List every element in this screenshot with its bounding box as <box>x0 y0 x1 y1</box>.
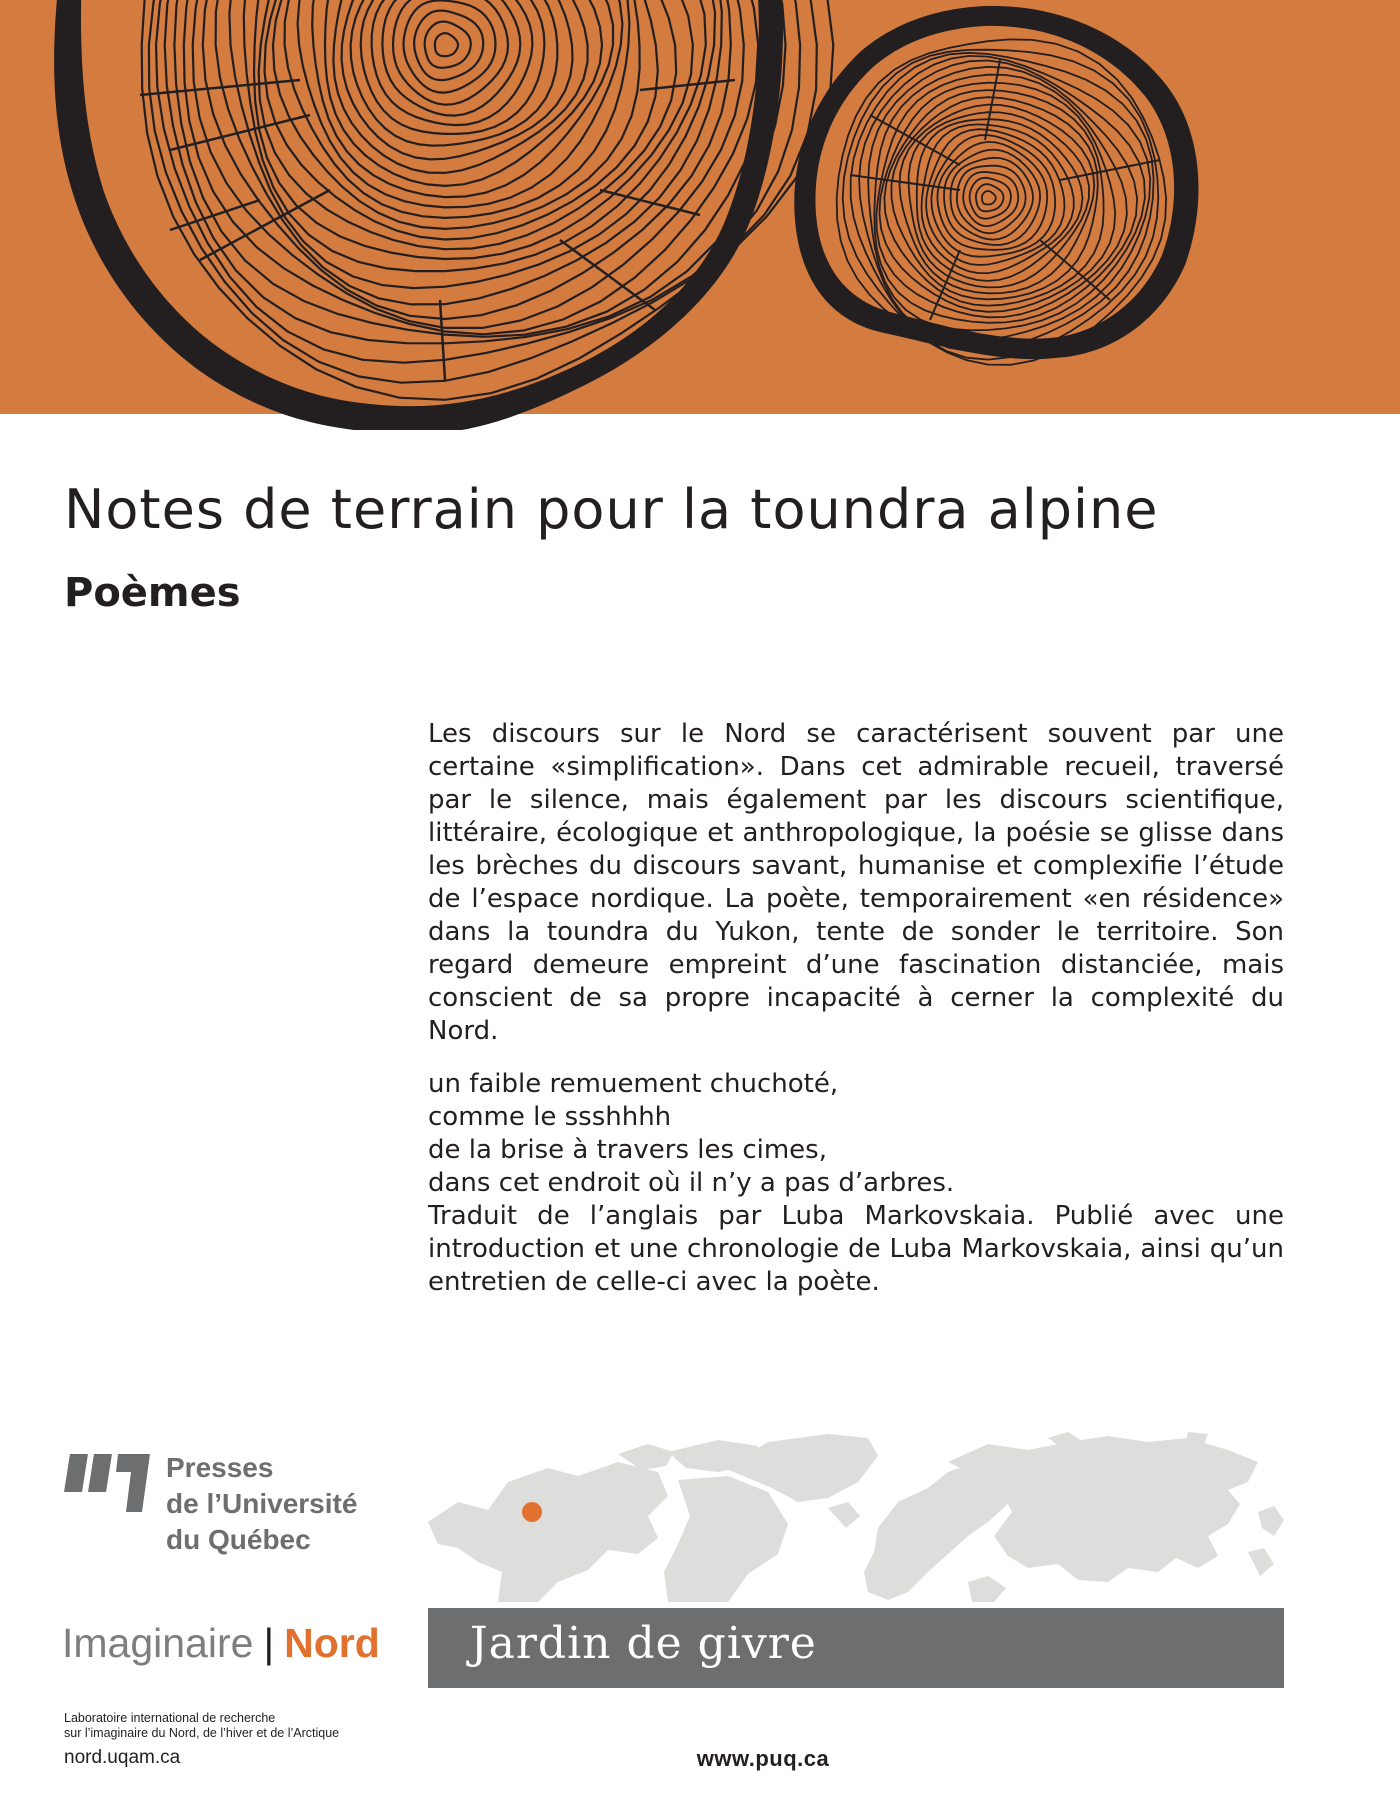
collection-url: nord.uqam.ca <box>64 1747 181 1768</box>
book-title: Notes de terrain pour la toundra alpine <box>64 478 1159 541</box>
publisher-name-line: du Québec <box>166 1524 311 1555</box>
book-subtitle: Poèmes <box>64 570 241 616</box>
lab-description <box>64 1711 339 1741</box>
world-map <box>428 1432 1284 1602</box>
description-paragraph: Les discours sur le Nord se caractérisent souvent par une certaine «simplification». Dans cet admirable recueil, traversé par le silence, mais également par les discours scientifique, littéraire, écologique et anthropologique, la poésie se glisse dans les brèches du discours savant, humanise et complexifie l’étude de l’espace nordique. La poète, temporairement «en résidence» dans la toundra du Yukon, tente de sonder le territoire. Son regard demeure empreint d’une fascination distanciée, mais conscient de sa propre incapacité à cerner la complexité du Nord. <box>428 719 1284 1046</box>
collection-name-nord: Nord <box>284 1620 380 1666</box>
collection-separator: | <box>263 1620 275 1666</box>
collection-name-imaginaire: Imaginaire <box>62 1620 254 1666</box>
collection-logo <box>62 1620 380 1667</box>
back-cover-text <box>428 718 1284 1299</box>
yukon-location-marker <box>522 1502 542 1522</box>
publisher-name-line: de l’Université <box>166 1488 358 1519</box>
lab-line: Laboratoire international de recherche <box>64 1711 276 1725</box>
poem-line: dans cet endroit où il n’y a pas d’arbres. <box>428 1168 955 1198</box>
poem-line: comme le ssshhhh <box>428 1102 672 1132</box>
series-name: Jardin de givre <box>470 1618 817 1669</box>
publisher-name-line: Presses <box>166 1452 274 1483</box>
poem-line: un faible remuement chuchoté, <box>428 1069 839 1099</box>
publisher-url: www.puq.ca <box>696 1746 830 1771</box>
small-tree-ring <box>794 6 1198 365</box>
translation-note: Traduit de l’anglais par Luba Markovskaia. Publié avec une introduction et une chronologie de Luba Markovskaia, ainsi qu’un entretien de celle-ci avec la poète. <box>428 1201 1284 1297</box>
lab-line: sur l’imaginaire du Nord, de l’hiver et de l’Arctique <box>64 1726 340 1740</box>
tree-rings-banner <box>0 0 1400 430</box>
puq-logo-icon <box>64 1454 150 1512</box>
series-bar <box>428 1608 1284 1688</box>
publisher-name <box>166 1450 357 1558</box>
poem-line: de la brise à travers les cimes, <box>428 1135 827 1165</box>
